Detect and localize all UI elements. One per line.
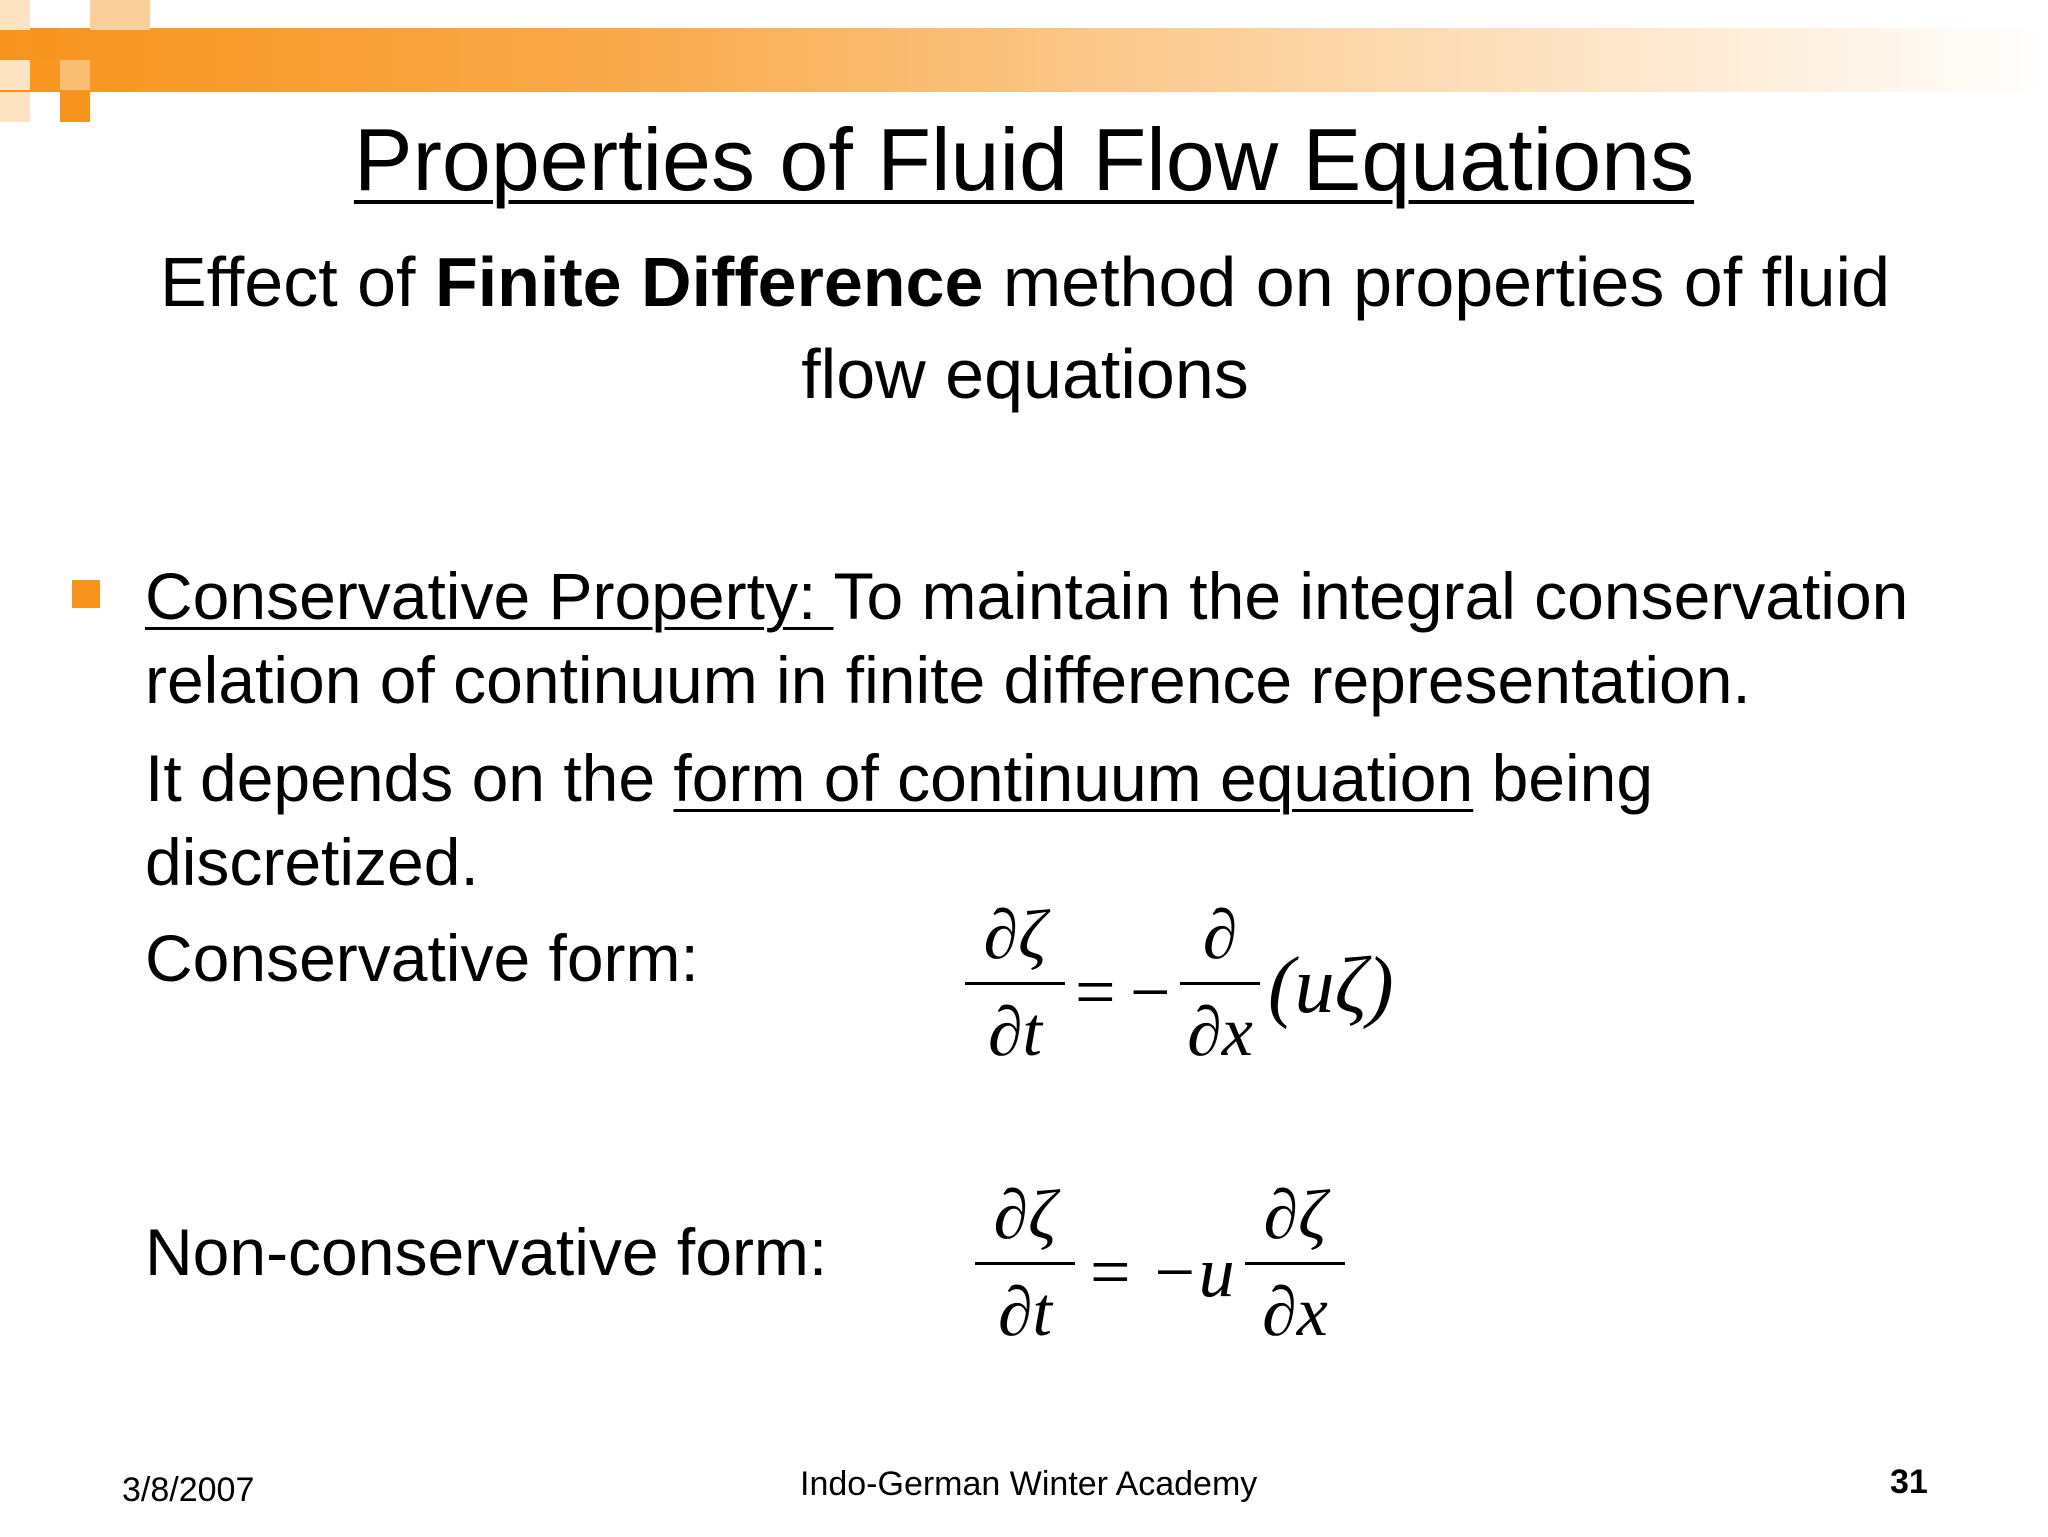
body-text: discretized. (145, 825, 479, 899)
slide-title (0, 110, 2048, 210)
decor-square (30, 28, 60, 58)
header-gradient-band (0, 28, 2048, 92)
bullet-subparagraph (145, 736, 2025, 904)
body-text: It depends on the (145, 741, 674, 815)
decor-square (0, 60, 30, 90)
minus-sign: − (1130, 952, 1171, 1032)
fraction-bar (965, 982, 1065, 985)
subtitle-text: method on properties of fluid flow equations (801, 243, 1891, 413)
equation-fraction (965, 896, 1065, 1073)
equals-sign: = (1090, 1232, 1131, 1312)
decor-square (60, 60, 90, 90)
fraction-denominator: ∂x (1187, 994, 1253, 1071)
subtitle-emphasis: Finite Difference (434, 243, 984, 321)
fraction-denominator: ∂t (987, 994, 1043, 1071)
bullet-paragraph (145, 554, 2025, 722)
fraction-numerator: ∂ζ (983, 897, 1047, 974)
footer-date: 3/8/2007 (122, 1471, 255, 1509)
equation-fraction (1245, 1176, 1345, 1353)
nonconservative-form-label: Non-conservative form: (145, 1215, 828, 1289)
fraction-bar (1180, 982, 1260, 985)
fraction-denominator: ∂x (1262, 1274, 1328, 1351)
fraction-numerator: ∂ (1202, 897, 1238, 974)
decor-square (0, 0, 30, 30)
fraction-bar (975, 1262, 1075, 1265)
subtitle-text: Effect of (159, 243, 435, 321)
footer-title: Indo-German Winter Academy (800, 1465, 1258, 1503)
fraction-denominator: ∂t (997, 1274, 1053, 1351)
bullet-heading: Conservative Property: (145, 559, 834, 633)
slide-title-text: Properties of Fluid Flow Equations (353, 110, 1695, 209)
bullet-text: relation of continuum in finite difference representation. (145, 643, 1751, 717)
slide-subtitle (140, 236, 1910, 420)
fraction-numerator: ∂ζ (1263, 1177, 1327, 1254)
square-bullet-icon (72, 580, 100, 608)
equation-fraction (975, 1176, 1075, 1353)
slide-number: 31 (1890, 1463, 1928, 1501)
conservative-form-label: Conservative form: (145, 921, 699, 995)
equation-coefficient: −u (1150, 1232, 1235, 1312)
fraction-bar (1245, 1262, 1345, 1265)
decor-square (90, 0, 150, 30)
equation-term: (uζ) (1268, 942, 1394, 1030)
bullet-text: To maintain the integral conservation (833, 559, 1909, 633)
equals-sign: = (1075, 952, 1116, 1032)
equation-fraction (1180, 896, 1260, 1073)
fraction-numerator: ∂ζ (993, 1177, 1057, 1254)
underlined-phrase: form of continuum equation (673, 741, 1474, 815)
body-text: being (1473, 741, 1654, 815)
